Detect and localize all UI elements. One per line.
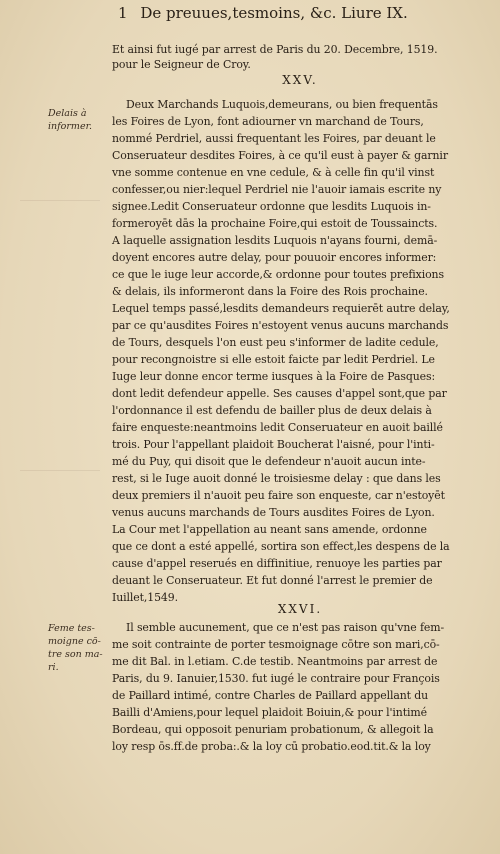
text-line: pour le Seigneur de Croy.	[112, 58, 251, 71]
text-line: Paris, du 9. Ianuier,1530. fut iugé le contraire pour François	[112, 672, 440, 685]
margin-note: Feme tes-moigne cō-tre son ma-ri.	[48, 623, 103, 673]
page-number: 1	[118, 4, 128, 22]
text-line: La Cour met l'appellation au neant sans amende, ordonne	[112, 523, 427, 536]
text-line: de Paillard intimé, contre Charles de Paillard appellant du	[112, 689, 429, 702]
text-line: Bordeau, qui opposoit penuriam probationum, & allegoit la	[112, 723, 434, 736]
text-line: vne somme contenue en vne cedule, & à celle fin qu'il vinst	[112, 166, 435, 179]
text-line: mé du Puy, qui disoit que le defendeur n'auoit aucun inte-	[112, 455, 426, 468]
text-line: signee.Ledit Conseruateur ordonne que lesdits Luquois in-	[112, 200, 431, 213]
text-line: deux premiers il n'auoit peu faire son enqueste, car n'estoyēt	[112, 489, 445, 502]
text-line: cause d'appel reserués en diffinitiue, renuoye les parties par	[112, 557, 442, 570]
text-line: trois. Pour l'appellant plaidoit Boucherat l'aisné, pour l'inti-	[112, 438, 435, 451]
show-through-mark	[20, 200, 100, 201]
text-line: par ce qu'ausdites Foires n'estoyent venus aucuns marchands	[112, 319, 449, 332]
text-line: nommé Perdriel, aussi frequentant les Foires, par deuant le	[112, 132, 436, 145]
text-line: doyent encores autre delay, pour pouuoir encores informer:	[112, 251, 437, 264]
text-line: les Foires de Lyon, font adiourner vn marchand de Tours,	[112, 115, 424, 128]
text-line: Iuillet,1549.	[112, 591, 178, 604]
text-line: de Tours, desquels l'on eust peu s'informer de ladite cedule,	[112, 336, 439, 349]
text-line: dont ledit defendeur appelle. Ses causes d'appel sont,que par	[112, 387, 447, 400]
show-through-mark	[20, 470, 100, 471]
text-line: Iuge leur donne encor terme iusques à la Foire de Pasques:	[112, 370, 436, 383]
text-line: Et ainsi fut iugé par arrest de Paris du 20. Decembre, 1519.	[112, 43, 438, 56]
text-line: rest, si le Iuge auoit donné le troisiesme delay : que dans les	[112, 472, 441, 485]
running-header	[118, 4, 488, 22]
margin-note: Delais à informer.	[48, 108, 93, 132]
text-line: venus aucuns marchands de Tours ausdites Foires de Lyon.	[112, 506, 435, 519]
text-line: Deux Marchands Luquois,demeurans, ou bien frequentās	[126, 98, 438, 111]
text-line: loy resp ōs.ff.de proba:.& la loy cū probatio.eod.tit.& la loy	[112, 740, 431, 753]
text-line: A laquelle assignation lesdits Luquois n'ayans fourni, demā-	[112, 234, 438, 247]
running-title: De preuues,tesmoins, &c. Liure IX.	[140, 4, 408, 22]
text-line: deuant le Conseruateur. Et fut donné l'arrest le premier de	[112, 574, 433, 587]
text-line: formeroyēt dās la prochaine Foire,qui estoit de Toussaincts.	[112, 217, 438, 230]
text-line: me dit Bal. in l.etiam. C.de testib. Neantmoins par arrest de	[112, 655, 438, 668]
text-line: me soit contrainte de porter tesmoignage cōtre son mari,cō-	[112, 638, 440, 651]
text-line: ce que le iuge leur accorde,& ordonne pour toutes prefixions	[112, 268, 444, 281]
text-line: & delais, ils informeront dans la Foire des Rois prochaine.	[112, 285, 428, 298]
text-line: faire enqueste:neantmoins ledit Conseruateur en auoit baillé	[112, 421, 443, 434]
text-line: Il semble aucunement, que ce n'est pas raison qu'vne fem-	[126, 621, 445, 634]
section-heading: XXV.	[282, 73, 318, 87]
section-heading: XXVI.	[277, 602, 323, 616]
text-line: Bailli d'Amiens,pour lequel plaidoit Boiuin,& pour l'intimé	[112, 706, 427, 719]
text-line: que ce dont a esté appellé, sortira son effect,les despens de la	[112, 540, 450, 553]
text-line: Conseruateur desdites Foires, à ce qu'il eust à payer & garnir	[112, 149, 448, 162]
text-line: confesser,ou nier:lequel Perdriel nie l'auoir iamais escrite ny	[112, 183, 442, 196]
text-line: Lequel temps passé,lesdits demandeurs requierēt autre delay,	[112, 302, 450, 315]
text-line: pour recongnoistre si elle estoit faicte par ledit Perdriel. Le	[112, 353, 435, 366]
text-line: l'ordonnance il est defendu de bailler plus de deux delais à	[112, 404, 432, 417]
